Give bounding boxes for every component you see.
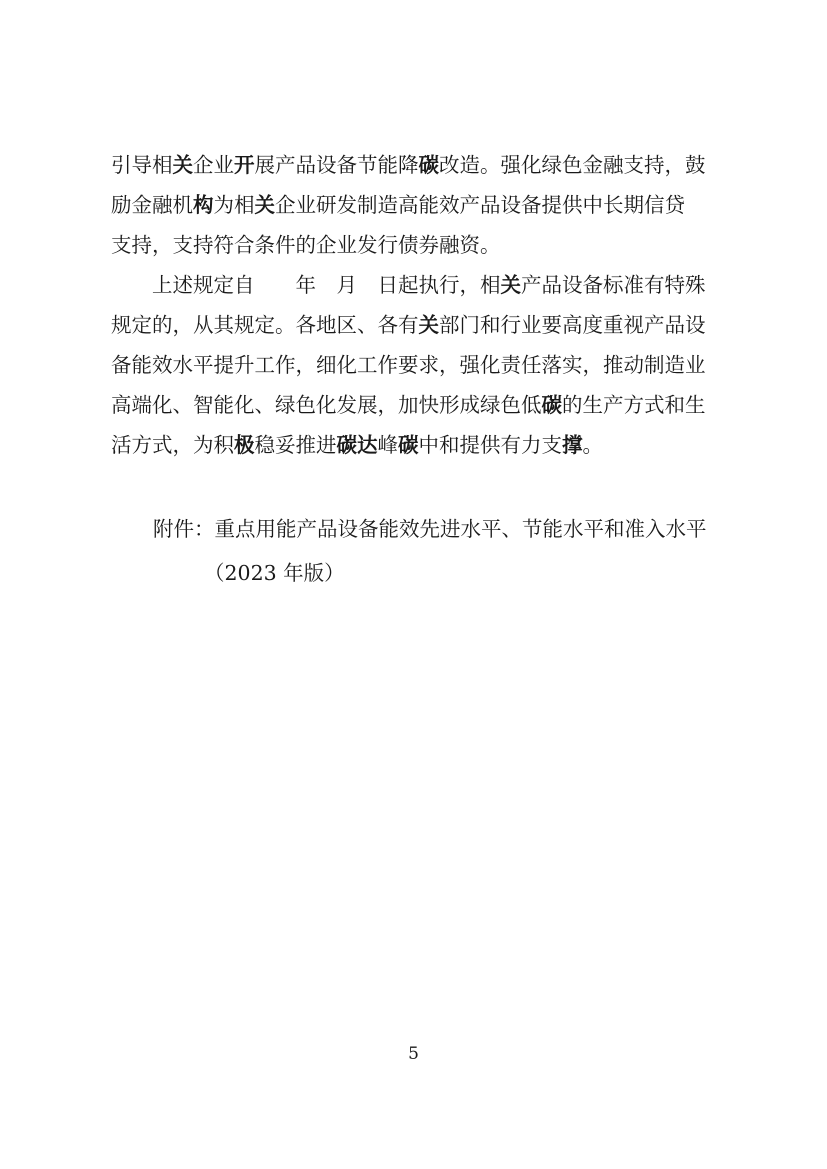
bold-text-run: 碳 <box>541 393 562 417</box>
text-run: 中和提供有力支 <box>418 433 562 457</box>
text-run: 规定的，从其规定。各地区、各有 <box>111 313 419 337</box>
bold-text-run: 关 <box>418 313 439 337</box>
text-line <box>111 265 771 305</box>
bold-text-run: 碳达 <box>336 433 378 457</box>
page-number: 5 <box>408 1044 419 1064</box>
bold-text-run: 关 <box>254 193 275 217</box>
text-run: 引导相 <box>111 153 173 177</box>
text-run: （2023 年版） <box>204 561 345 585</box>
bold-text-run: 构 <box>193 193 214 217</box>
text-run: 上述规定自 年 月 日起执行，相 <box>152 273 501 297</box>
bold-text-run: 碳 <box>418 153 439 177</box>
text-run: 为相 <box>213 193 255 217</box>
bold-text-run: 关 <box>500 273 521 297</box>
text-run: 的生产方式和生 <box>562 393 706 417</box>
attachment-note <box>153 507 707 595</box>
text-run: 附件：重点用能产品设备能效先进水平、节能水平和准入水平 <box>153 517 707 541</box>
text-run: 企业研发制造高能效产品设备提供中长期信贷 <box>275 193 685 217</box>
text-run: 产品设备标准有特殊 <box>521 273 706 297</box>
text-run: 备能效水平提升工作，细化工作要求，强化责任落实，推动制造业 <box>111 353 706 377</box>
text-run: 活方式，为积 <box>111 433 234 457</box>
text-line <box>111 345 771 385</box>
text-line <box>111 225 771 265</box>
document-body-text <box>111 145 771 465</box>
text-run: 励金融机 <box>111 193 193 217</box>
text-run: 支持，支持符合条件的企业发行债券融资。 <box>111 233 501 257</box>
bold-text-run: 关 <box>172 153 193 177</box>
text-run: 峰 <box>377 433 398 457</box>
text-run: 。 <box>582 433 603 457</box>
text-line <box>111 385 771 425</box>
text-run: 展产品设备节能降 <box>254 153 419 177</box>
text-run: 部门和行业要高度重视产品设 <box>439 313 706 337</box>
text-line <box>111 305 771 345</box>
text-run: 稳妥推进 <box>254 433 337 457</box>
text-line <box>153 507 707 551</box>
text-run: 改造。强化绿色金融支持，鼓 <box>439 153 706 177</box>
bold-text-run: 碳 <box>398 433 419 457</box>
text-line <box>153 551 707 595</box>
bold-text-run: 极 <box>234 433 255 457</box>
bold-text-run: 撑 <box>562 433 583 457</box>
text-run: 高端化、智能化、绿色化发展，加快形成绿色低 <box>111 393 542 417</box>
text-line <box>111 145 771 185</box>
bold-text-run: 开 <box>234 153 255 177</box>
text-line <box>111 185 771 225</box>
text-line <box>111 425 771 465</box>
text-run: 企业 <box>193 153 234 177</box>
